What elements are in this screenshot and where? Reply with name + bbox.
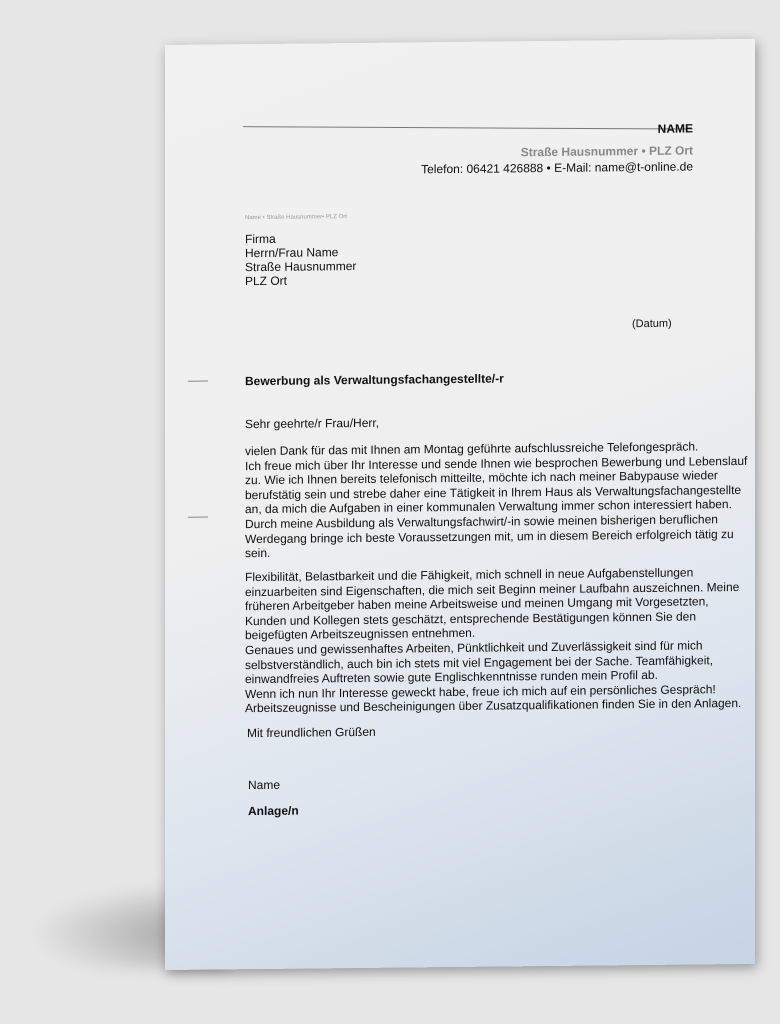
greeting: Sehr geehrte/r Frau/Herr, xyxy=(245,415,380,432)
recipient-line: PLZ Ort xyxy=(245,273,288,289)
date: (Datum) xyxy=(632,317,672,331)
recipient-line: Firma xyxy=(245,231,276,247)
header-address: Straße Hausnummer • PLZ Ort xyxy=(520,143,693,160)
letter-page xyxy=(165,39,755,970)
header-name: NAME xyxy=(657,121,693,136)
signature: Name xyxy=(248,777,281,793)
body-paragraph: Flexibilität, Belastbarkeit und die Fähigkeit, mich schnell in neue Aufgabenstellungen einzuarbeiten sind Eigenschaften, die mich seit Beginn meiner Laufbahn auszeichnen. Meine früheren Arbeitgeber haben meine Arbeitsweise und meinen Umgang mit Vorgesetzten, Kunden und Kollegen stets geschätzt, entsprechende Bestätigungen können Sie den beigefügten Arbeitszeugnissen entnehmen. Genaues und gewissenhaftes Arbeiten, Pünktlichkeit und Zuverlässigkeit sind für mich selbstverständlich, auch bin ich stets mit viel Engagement bei der Sache. Teamfähigkeit, einwandfreies Auftreten sowie gute Englischkenntnisse runden mein Profil ab. Wenn ich nun Ihr Interesse geweckt habe, freue ich mich auf ein persönliches Gespräch! Arbeitszeugnisse und Bescheinigungen über Zusatzqualifikationen finden Sie in den Anlagen. xyxy=(245,565,742,716)
attachments: Anlage/n xyxy=(248,803,299,819)
header-rule xyxy=(243,126,693,129)
recipient-line: Herrn/Frau Name xyxy=(245,245,339,261)
body-paragraph: vielen Dank für das mit Ihnen am Montag geführte aufschlussreiche Telefongespräch. Ich freue mich über Ihr Interesse und sende Ihnen wie besprochen Bewerbung und Lebenslauf zu. Wie ich Ihnen bereits telefonisch mitteilte, möchte ich nach meiner Babypause wieder berufstätig sein und strebe daher eine Tätigkeit in Ihrem Haus als Verwaltungsfachangestellte an, da mich die Aufgaben in einer kommunalen Verwaltung immer schon interessiert haben. Durch meine Ausbildung als Verwaltungsfachwirt/-in sowie meinen bisherigen beruflichen Werdegang bringe ich beste Voraussetzungen mit, um in diesem Bereich erfolgreich tätig zu sein. xyxy=(245,439,748,561)
closing: Mit freundlichen Grüßen xyxy=(247,724,376,741)
header-contact: Telefon: 06421 426888 • E-Mail: name@t-online.de xyxy=(421,159,693,177)
subject: Bewerbung als Verwaltungsfachangestellte/-r xyxy=(245,371,504,389)
sender-line: Name • Straße Hausnummer• PLZ Ort xyxy=(245,214,347,222)
recipient-line: Straße Hausnummer xyxy=(245,258,357,275)
fold-mark xyxy=(188,381,208,382)
fold-mark xyxy=(188,517,208,518)
